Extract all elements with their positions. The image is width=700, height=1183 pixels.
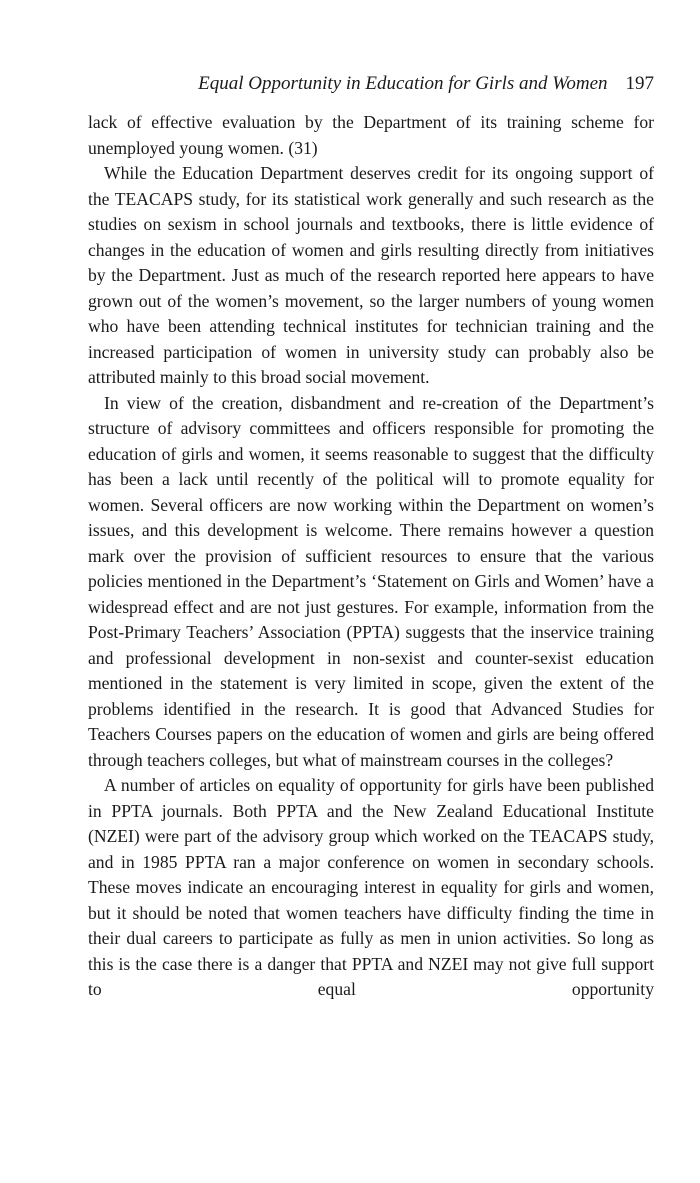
paragraph-ppta-articles: A number of articles on equality of opportunity for girls have been published in PPTA journals. Both PPTA and the New Zealand Educational Institute (NZEI) were part of the advisory group which worked on the TEACAPS study, and in 1985 PPTA ran a major conference on women in secondary schools. These moves indicate an encouraging interest in equality for girls and women, but it should be noted that women teachers have difficulty finding the time in their dual careers to participate as fully as men in union activities. So long as this is the case there is a danger that PPTA and NZEI may not give full support to equal opportunity bbox=[88, 775, 654, 999]
paragraph-advisory-committees: In view of the creation, disbandment and re-creation of the Department’s structure of advisory committees and officers responsible for promoting the education of girls and women, it seems reasonable to suggest that the difficulty has been a lack until recently of the political will to promote equality for women. Several officers are now working within the Department on women’s issues, and this development is welcome. There remains however a question mark over the provision of sufficient resources to ensure that the various policies mentioned in the Department’s ‘Statement on Girls and Women’ have a widespread effect and are not just gestures. For example, information from the Post-Primary Teachers’ Association (PPTA) suggests that the inservice training and professional development in non-sexist and counter-sexist education mentioned in the statement is very limited in scope, given the extent of the problems identified in the research. It is good that Advanced Studies for Teachers Courses papers on the education of women and girls are being offered through teachers colleges, but what of mainstream courses in the colleges? bbox=[88, 392, 654, 770]
paragraph-continuation: lack of effective evaluation by the Department of its training scheme for unemployed young women. (31) bbox=[88, 112, 654, 158]
body-text bbox=[88, 110, 654, 1003]
book-page bbox=[88, 72, 654, 1003]
paragraph-education-department: While the Education Department deserves credit for its ongoing support of the TEACAPS study, for its statistical work generally and such research as the studies on sexism in school journals and textbooks, there is little evidence of changes in the education of women and girls resulting directly from initiatives by the Department. Just as much of the research reported here appears to have grown out of the women’s movement, so the larger numbers of young women who have been attending technical institutes for technician training and the increased participation of women in university study can probably also be attributed mainly to this broad social movement. bbox=[88, 163, 654, 387]
page-number: 197 bbox=[625, 73, 654, 94]
running-head-title: Equal Opportunity in Education for Girls and Women bbox=[198, 73, 608, 94]
running-head bbox=[88, 72, 654, 104]
